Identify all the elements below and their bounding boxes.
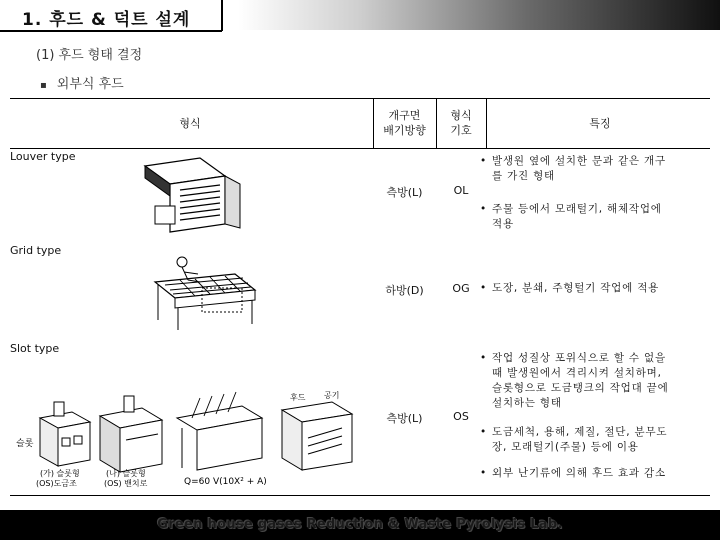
bullet-icon: •: [480, 426, 487, 438]
header-symbol: [436, 108, 486, 138]
mid-caption-2: (OS) 밴치로: [104, 479, 148, 488]
slot-label: 슬롯: [16, 439, 34, 449]
feature-line: 적용: [492, 218, 514, 230]
table-bottom-border: [10, 495, 710, 496]
bullet-text: 외부식 후드: [56, 77, 124, 92]
title-divider: [221, 0, 223, 31]
row-louver-feature-2: [480, 202, 712, 232]
feature-line: 발생원 옆에 설치한 문과 같은 개구: [492, 155, 666, 167]
title-bar: [0, 0, 720, 32]
header-opening-line1: 개구면: [388, 109, 421, 122]
title-gradient-band: [238, 0, 720, 30]
row-grid-type: Grid type: [10, 244, 62, 257]
feature-line: 외부 난기류에 의해 후드 효과 감소: [492, 467, 666, 479]
left-caption-1: (가) 슬롯형: [40, 469, 80, 478]
header-features: 특징: [589, 117, 611, 130]
header-opening: [373, 108, 436, 138]
row-slot-symbol: OS: [453, 410, 469, 423]
footer-bar: [0, 510, 720, 540]
bullet-icon: ▪: [40, 80, 47, 91]
slot-formula: Q=60 V(10X² + A): [184, 477, 267, 487]
feature-line: 도금세척, 용해, 제질, 절단, 분무도: [492, 426, 668, 438]
feature-line: 작업 성질상 포위식으로 할 수 없을: [492, 352, 666, 364]
row-louver-direction: 측방(L): [386, 186, 423, 199]
section-subtitle: (1) 후드 형태 결정: [36, 48, 143, 63]
bullet-icon: •: [480, 203, 487, 215]
left-caption-2: (OS)도금조: [36, 479, 77, 488]
row-louver-symbol: OL: [453, 184, 469, 197]
table-header-border: [10, 148, 710, 149]
section-bullet: [40, 73, 124, 92]
footer-lab-name: Green house gases Reduction & Waste Pyrolysis Lab.: [157, 517, 563, 532]
feature-line: 설치하는 형태: [492, 397, 562, 409]
bullet-icon: •: [480, 352, 487, 364]
grid-hood-illustration: [140, 252, 260, 332]
row-slot-feature-1: [480, 351, 712, 411]
bullet-icon: •: [480, 467, 487, 479]
header-opening-line2: 배기방향: [383, 124, 426, 137]
row-slot-direction: 측방(L): [386, 412, 423, 425]
row-slot-feature-2: [480, 425, 712, 455]
feature-line: 장, 모래털기(주물) 등에 이용: [492, 441, 639, 453]
row-grid-symbol: OG: [452, 282, 470, 295]
page-title: 1. 후드 & 덕트 설계: [22, 10, 191, 30]
table-top-border: [10, 98, 710, 99]
louver-hood-illustration: [140, 156, 250, 236]
header-symbol-line1: 형식: [450, 109, 472, 122]
header-divider-3: [486, 98, 487, 148]
bullet-icon: •: [480, 282, 487, 294]
row-slot-type: Slot type: [10, 342, 60, 355]
row-louver-type: Louver type: [10, 150, 76, 163]
feature-line: 를 가진 형태: [492, 170, 555, 182]
feature-line: 슬롯형으로 도금탱크의 작업대 끝에: [492, 382, 669, 394]
duct-label: 공기: [324, 391, 340, 400]
feature-line: 때 발생원에서 격리시켜 설치하며,: [492, 367, 662, 379]
hood-type-table: [10, 98, 710, 496]
row-grid-feature-1: [480, 281, 712, 296]
slot-hood-illustration: [12, 388, 362, 488]
feature-line: 도장, 분쇄, 주형털기 작업에 적용: [492, 282, 660, 294]
header-symbol-line2: 기호: [450, 124, 472, 137]
feature-line: 주물 등에서 모래털기, 해체작업에: [492, 203, 662, 215]
mid-caption-1: (나) 슬롯형: [106, 469, 146, 478]
title-underline: [0, 30, 222, 32]
header-form: 형식: [179, 117, 201, 130]
row-grid-direction: 하방(D): [385, 284, 424, 297]
row-louver-feature-1: [480, 154, 712, 184]
row-slot-feature-3: [480, 466, 712, 481]
hood-label: 후드: [290, 393, 306, 402]
bullet-icon: •: [480, 155, 487, 167]
